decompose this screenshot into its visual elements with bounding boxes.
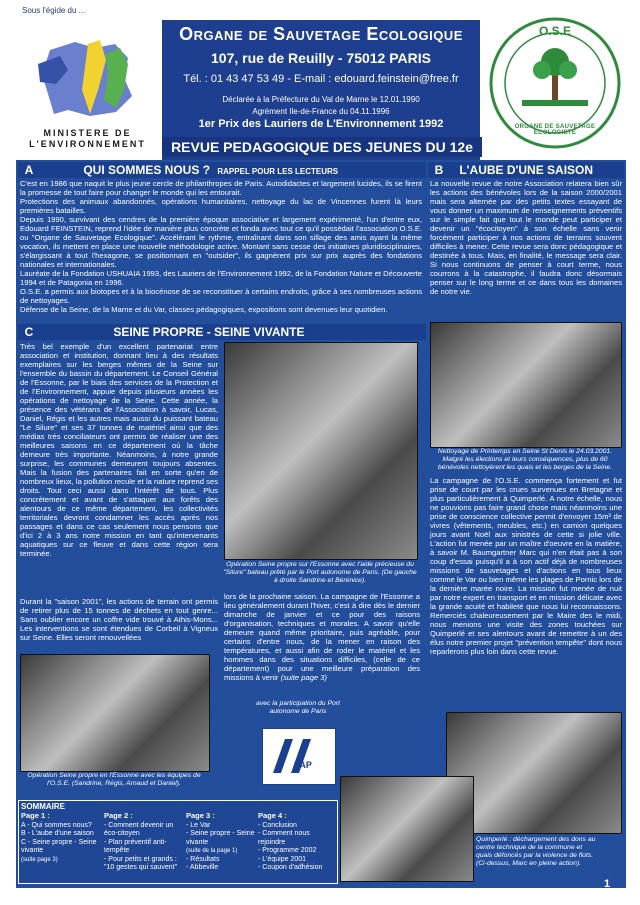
ose-acronym: O.S.E <box>538 24 571 38</box>
sommaire-item[interactable]: - Abbeville <box>186 864 219 871</box>
sommaire-page4-heading: Page 4 : <box>258 811 287 820</box>
sommaire-item[interactable]: - Comment devenir un éco-citoyen <box>104 821 174 837</box>
section-c-letter: C <box>24 325 34 339</box>
essonne-team-caption: Opération Seine propre en l'Essonne avec les équipes de l'O.S.E. (Sandrine, Régis, Arnaud et Daniel). <box>27 772 201 787</box>
sommaire-item: (suite de la page 1) <box>186 848 238 854</box>
sommaire-item[interactable]: - Résultats <box>186 855 220 863</box>
section-a-text <box>20 179 422 327</box>
sommaire-item[interactable]: - Pour petits et grands : "10 gestes qui sauvent" <box>104 855 178 871</box>
section-c-col2-text: lors de la prochaine saison. La campagne de l'Essonne a lieu généralement durant l'hiver, c'est à dire dès le dernier dimanche de janvier et ce pour des raisons d'organisation, techniques et morales. A savoir qu'elle demeure quand même prioritaire, puis agréable, pour certains d'entre nous, de la mener en raison des températures, et aussi afin de roder le matériel et les hommes dans des situations difficiles, (celle de ce département) pour une meilleure préparation des missions à venir <box>224 592 420 682</box>
sommaire-page1-heading: Page 1 : <box>21 811 50 820</box>
sommaire-item: (suite page 3) <box>21 856 58 863</box>
ose-ring-text: ORGANE DE SAUVETAGE ECOLOGISTE <box>514 124 596 136</box>
sommaire-item[interactable]: A - Qui sommes nous? <box>21 821 92 829</box>
sommaire-page4 <box>258 812 334 873</box>
sommaire-page2 <box>104 812 182 873</box>
sommaire-item[interactable]: - L'équipe 2001 <box>258 855 307 863</box>
section-a-paragraph: Protections des animaux abandonnés, opérations humanitaires, nettoyage du lac de Vincennes furent là leurs premières batailles. <box>20 197 422 215</box>
sommaire-item[interactable]: - Programme 2002 <box>258 847 317 854</box>
pap-logo-text: PAP <box>294 760 312 770</box>
section-c-col1b: Durant la "saison 2001", les actions de terrain ont permis de retirer plus de 15 tonnes de déchets en tout genre... Sans oublier encore un coffre vide trouvé à Athis-Mons... Les interventions se sont étendues de Corbeil à Vigneux sur Seine. Elles seront renouvellées <box>20 597 218 642</box>
sommaire-item[interactable]: - Coupon d'adhésion <box>258 864 323 871</box>
spring-cleaning-caption: Nettoyage de Printemps en Seine St Denis le 24.03.2001. Malgré les élections et leurs conséquences, plus de 60 bénévoles nettoyèrent les quais et les berges de la Seine. <box>437 448 613 471</box>
section-a-paragraph: C'est en 1986 que naquit le plus jeune cercle de philanthropes de Paris. Autodidactes et largement lucides, ils se firent la promesse de tout faire pour changer le monde qui les entourait. <box>20 179 422 197</box>
section-a-title: QUI SOMMES NOUS ? <box>83 163 211 177</box>
section-c-header <box>18 324 426 340</box>
sommaire-item[interactable]: C - Seine propre - Seine vivante <box>21 838 97 854</box>
sommaire-item[interactable]: - Conclusion <box>258 821 297 829</box>
revue-title: REVUE PEDAGOGIQUE DES JEUNES DU 12e <box>162 137 482 157</box>
sommaire-page1 <box>21 812 101 864</box>
silure-boat-photo <box>224 342 418 560</box>
organization-name: Organe de Sauvetage Ecologique <box>179 24 463 44</box>
sommaire-page3-heading: Page 3 : <box>186 811 215 820</box>
sommaire-item[interactable]: - Comment nous rejoindre <box>258 830 310 846</box>
suite-page-3-link[interactable]: (suite page 3) <box>280 673 328 682</box>
silure-boat-caption: Opération Seine propre sur l'Essonne avec l'aide précieuse du "Silure" bateau prêté par le Port autonome de Paris. (De gauche à droite Sandrine et Bérénice). <box>223 561 417 584</box>
section-a-paragraph: Depuis 1990, survivant des cendres de la première époque associative et largement expérimenté, l'un d'entre eux, Edouard FEINSTEIN, reprend l'idée de manière plus concrète et fonda avec tout ce qu'il possédait l'association O.S.E. ou "Organe de Sauvetage Ecologique". Accélérant le rythme, entraînant dans son sillage des amis ayant la même vocation, ils mettent en place une nouvelle méthodologie active. Montant sans cesse des initiatives pluridisciplinaires, s'élargissant à tout l'hexagone, se positionnant en "outsider", ils gagnèrent prix sur prix auprès des fondations nationales et internationales. <box>20 215 422 269</box>
pap-caption: avec la participation du Port autonome de Paris <box>256 700 340 715</box>
page-number: 1 <box>604 878 611 890</box>
sommaire-page3 <box>186 812 256 873</box>
section-c-col2 <box>224 592 420 702</box>
section-a-header <box>18 162 426 178</box>
section-b-title: L'AUBE D'UNE SAISON <box>459 163 594 177</box>
section-c-title: SEINE PROPRE - SEINE VIVANTE <box>113 325 305 339</box>
quimperle-caption: Quimperlé : déchargement des dons au centre technique de la commune et quais défoncés par la violence de flots. (Ci-dessus, Marc en pleine action). <box>476 836 596 867</box>
section-b-header <box>428 162 624 178</box>
contact-line: Tél. : 01 43 47 53 49 - E-mail : edouard.feinstein@free.fr <box>183 73 459 85</box>
environnement-label: L'ENVIRONNEMENT <box>29 139 146 149</box>
under-egide-text: Sous l'égide du ... <box>22 6 86 15</box>
sommaire-item[interactable]: B - L'aube d'une saison <box>21 830 94 837</box>
section-b-letter: B <box>434 163 444 177</box>
section-c-col1: Très bel exemple d'un excellent partenariat entre association et institution, donnant lieu à des résultats exemplaires sur les berges mêmes de la Seine sur l'ensemble du bassin du département. Le Conseil Général de l'Essonne, par le biais des services de la Protection et de l'Environnement, appuie depuis plusieurs années les opérations de nettoyage de la Seine. Cette année, la présence des vétérans de l'Association à savoir, Lucas, Daniel, Régis et les autres mais aussi du puissant bateau "Le Silure" et ses 37 tonnes de matériel ainsi que des médias très conciliateurs ont permis de réaliser une des meilleures saisons en ce département où la tâche demeure très importante. Néanmoins, à notre grande surprise, les communes demeurent toujours absentes. Mais la fusion des partenaires fait en sorte qu'en de nombreux lieux, la pollution recule et la nature reprend ses droits. Tout ceci aussi dans l'intérêt de tous. Plus concrètement et avant de s'attaquer aux forêts des alentours de ce même département, les collectivités territoriales devront condamner les accès après nos passages et dans ce cas seulement nous pensons que d'ici 2 à 3 ans notre mission en tant qu'intervenants aquatiques sur ce fleuve et dans cette région sera terminée. <box>20 342 218 558</box>
section-a-letter: A <box>24 163 34 177</box>
sommaire-title: SOMMAIRE <box>21 802 65 811</box>
pap-logo <box>262 728 336 785</box>
agrement-text: Agrément Ile-de-France du 04.11.1996 <box>252 107 390 116</box>
ministere-label: MINISTERE DE <box>43 128 132 138</box>
sommaire-page2-heading: Page 2 : <box>104 811 133 820</box>
essonne-team-photo <box>20 654 210 772</box>
prize-text: 1er Prix des Lauriers de L'Environnement 1992 <box>198 118 444 130</box>
spring-cleaning-photo <box>430 322 622 448</box>
sommaire-item[interactable]: - Plan préventif anti-tempête <box>104 838 167 854</box>
section-a-paragraph: O.S.E. a permis aux biotopes et à la biocénose de se reconstituer à certains endroits, grâce à ses nombreuses actions de nettoyages. <box>20 287 422 305</box>
sommaire-item[interactable]: - Seine propre - Seine vivante <box>186 830 255 846</box>
section-a-paragraph: Lauréate de la Fondation USHUAIA 1993, des Lauriers de l'Environnement 1992, de la Fondation Nature et Découverte 1994 et de Patagonia en 1996. <box>20 269 422 287</box>
sommaire-item[interactable]: - Le Var <box>186 821 211 829</box>
declaration-text: Déclarée à la Préfecture du Val de Marne le 12.01.1990 <box>222 95 420 104</box>
section-b-intro: La nouvelle revue de notre Association relatera bien sûr les actions des bénévoles lors de la saison 2000/2001 mais sera alternée par des petits textes essayant de vous donner un maximum de renseignements préventifs sur le simple fait que tout le monde peut participer et devenir un "écocitoyen" à son échelle sans venir forcément participer à nos actions de terrains souvent difficiles à mener. Cette revue sera donc pédagogique et destinée à tous. Mais, en finalité, le message sera clair. Si nous continuons de penser à court terme, nous courrons à la catastrophe, il faudra donc désormais penser sur le long terme et ce dans tous les domaines de notre vie. <box>430 179 622 296</box>
quimperle-quay-photo <box>340 776 474 882</box>
section-b-campaign: La campagne de l'O.S.E. commença fortement et fut prise de court par les crues survenues en Bretagne et plus particulièrement à Quimperlé. A notre échelle, nous ne pouvions pas faire grand chose mais néanmoins une prise de conscience collective permit d'envoyer 15m³ de vivres (vêtements, meubles, etc.) en camion quelques jours avant Noël aux sinistrés de cette si jolie ville. L'action fut menée par un maître d'oeuvre en la matière, à savoir M. Baumgartner Marc qui n'en était pas à son coup d'essai puisqu'il a à son actif déjà de nombreuses missions de sauvetages et d'actions en tous lieux comme le Var ou bien même les plages de Pornic lors de la dernière marée noire. La mission fut menée de nuit par notre expert en transport et en mission délicate avec la grande acuité et habileté que nous lui reconnaissons. Remerciés chaleureusement par le Maire des le midi, nous menions une visite des zones touchées sur Quimperlé et ses alentours avant de remettre à un des élus notre premier projet "prévention tempête" dont nous reparlerons plus loin dans cette revue. <box>430 476 622 656</box>
section-a-paragraph: Défense de la Seine, de la Marne et du Var, classes pédagogiques, expositions sont devenues leur quotidien. <box>20 305 388 314</box>
ministry-logo <box>20 30 155 125</box>
organization-address: 107, rue de Reuilly - 75012 PARIS <box>211 50 431 66</box>
section-a-subtitle: RAPPEL POUR LES LECTEURS <box>217 167 339 176</box>
